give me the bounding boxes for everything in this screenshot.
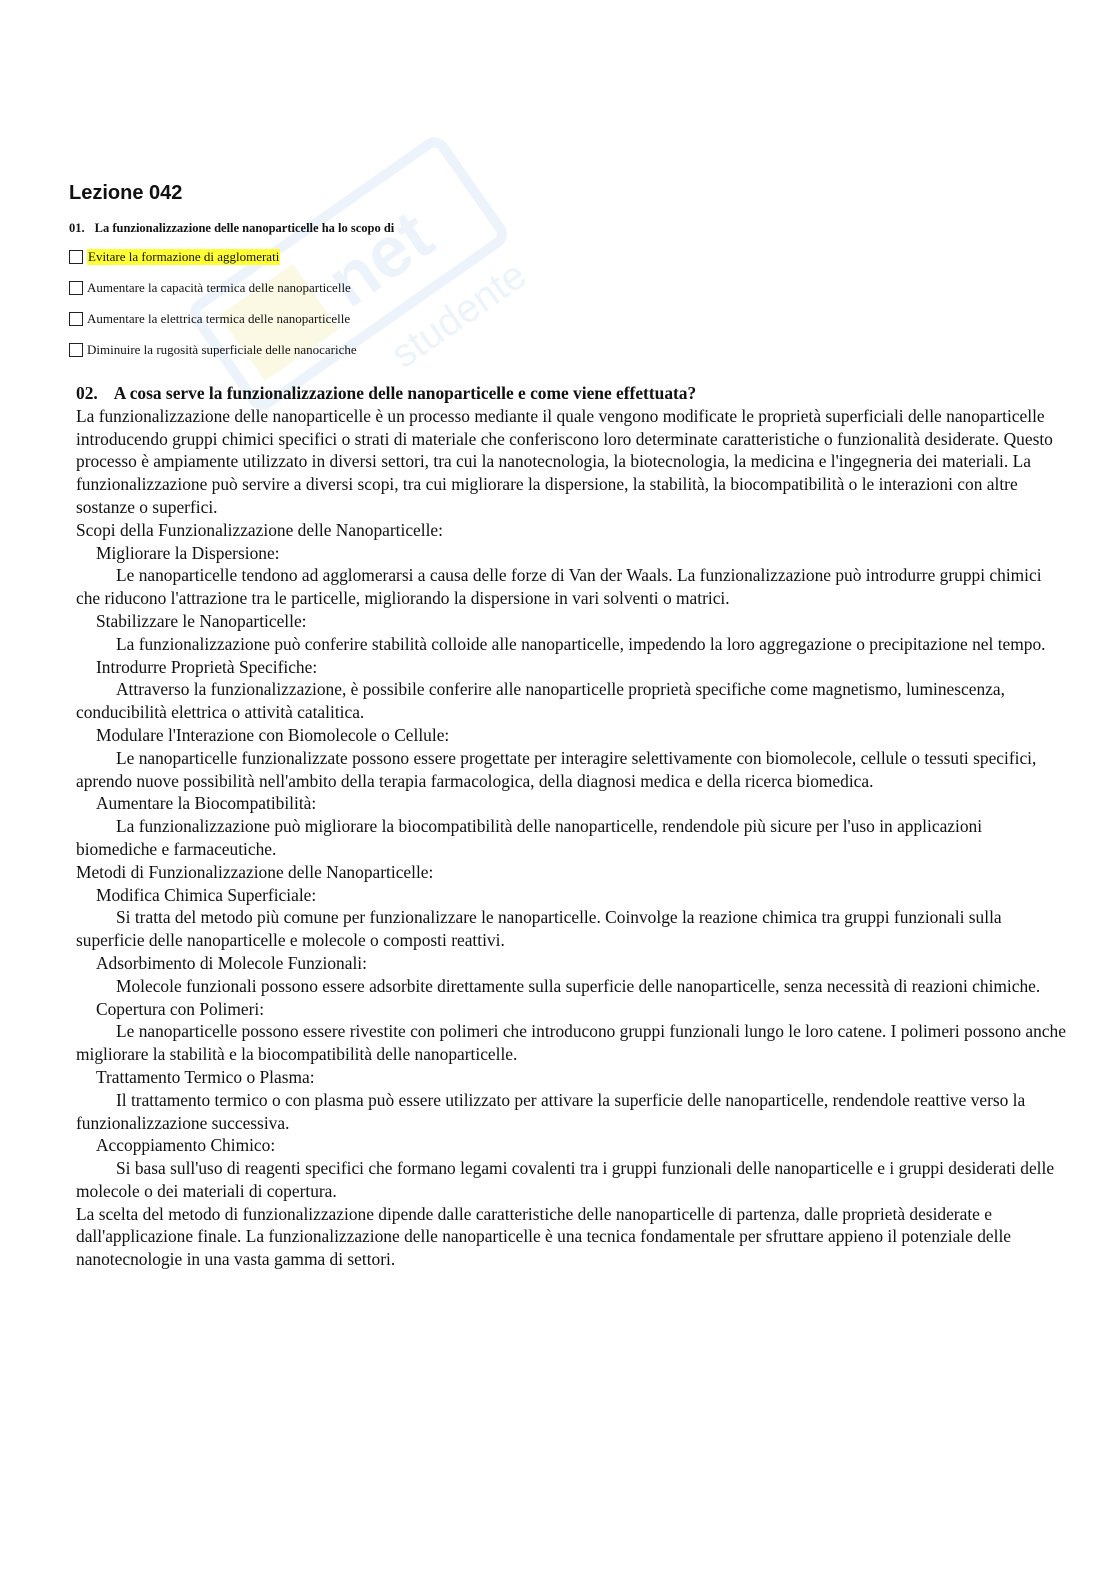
answer-option-label: Diminuire la rugosità superficiale delle nanocariche [87,342,357,357]
purpose-body: La funzionalizzazione può conferire stabilità colloide alle nanoparticelle, impedendo la loro aggregazione o precipitazione nel tempo. [116,633,1046,654]
watermark-text: net [312,195,447,323]
answer-option-4[interactable] [69,341,357,359]
question-1 [69,221,394,236]
method-title: Accoppiamento Chimico: [96,1135,276,1156]
intro-paragraph: La funzionalizzazione delle nanoparticelle è un processo mediante il quale vengono modificate le proprietà superficiali delle nanoparticelle introducendo gruppi chimici specifici o strati di materiale che conferiscono loro determinate caratteristiche o funzionalità desiderate. Questo processo è ampiamente utilizzato in diversi settori, tra cui la nanotecnologia, la biotecnologia, la medicina e l'ingegneria dei materiali. La funzionalizzazione può servire a diversi scopi, tra cui migliorare la dispersione, la stabilità, la biocompatibilità o le interazioni con altre sostanze o superfici. [76,405,1053,517]
answer-option-label: Evitare la formazione di agglomerati [88,249,280,264]
answer-option-label: Aumentare la elettrica termica delle nanoparticelle [87,311,351,326]
purpose-title: Modulare l'Interazione con Biomolecole o Cellule: [96,724,450,745]
method-title: Adsorbimento di Molecole Funzionali: [96,952,367,973]
checkbox[interactable] [69,312,83,326]
conclusion-paragraph: La scelta del metodo di funzionalizzazione dipende dalle caratteristiche delle nanoparticelle di partenza, dalle proprietà desiderate e dall'applicazione finale. La funzionalizzazione delle nanoparticelle è una tecnica fondamentale per sfruttare appieno il potenziale delle nanotecnologie in una vasta gamma di settori. [76,1203,1011,1270]
method-body: Il trattamento termico o con plasma può essere utilizzato per attivare la superficie delle nanoparticelle, rendendole reattive verso la funzionalizzazione successiva. [76,1089,1026,1133]
method-body: Molecole funzionali possono essere adsorbite direttamente sulla superficie delle nanoparticelle, senza necessità di reazioni chimiche. [116,975,1041,996]
answer-option-2[interactable] [69,279,351,297]
answer-option-3[interactable] [69,310,350,328]
lesson-title: Lezione 042 [69,182,183,204]
method-body: Si tratta del metodo più comune per funzionalizzare le nanoparticelle. Coinvolge la reazione chimica tra gruppi funzionali sulla superficie delle nanoparticelle e molecole o composti reattivi. [76,907,1002,951]
checkbox[interactable] [69,343,83,357]
purpose-body: Le nanoparticelle funzionalizzate possono essere progettate per interagire selettivamente con biomolecole, cellule o tessuti specifici, aprendo nuove possibilità nell'ambito della terapia farmacologica, della diagnosi medica e della ricerca biomedica. [76,747,1037,791]
method-title: Trattamento Termico o Plasma: [96,1066,315,1087]
method-body: Le nanoparticelle possono essere rivestite con polimeri che introducono gruppi funzionali lungo le loro catene. I polimeri possono anche migliorare la stabilità e la biocompatibilità delle nanoparticelle. [76,1021,1066,1065]
answer-option-label: Aumentare la capacità termica delle nanoparticelle [87,280,351,295]
purpose-title: Stabilizzare le Nanoparticelle: [96,610,307,631]
purpose-title: Migliorare la Dispersione: [96,542,280,563]
question-1-number: 01. [69,221,85,235]
methods-heading: Metodi di Funzionalizzazione delle Nanoparticelle: [76,861,434,882]
answer-option-1[interactable] [69,248,280,266]
watermark-subtext: studente [383,252,535,377]
purpose-body: Le nanoparticelle tendono ad agglomerarsi a causa delle forze di Van der Waals. La funzionalizzazione può introdurre gruppi chimici che riducono l'attrazione tra le particelle, migliorando la dispersione in vari solventi o matrici. [76,565,1042,609]
checkbox[interactable] [69,250,83,264]
question-2 [76,382,1066,1271]
question-2-title [76,382,1066,405]
purpose-title: Aumentare la Biocompatibilità: [96,793,317,814]
purpose-title: Introdurre Proprietà Specifiche: [96,656,318,677]
method-title: Modifica Chimica Superficiale: [96,884,317,905]
checkbox[interactable] [69,281,83,295]
purpose-body: La funzionalizzazione può migliorare la biocompatibilità delle nanoparticelle, rendendole più sicure per l'uso in applicazioni biomediche e farmaceutiche. [76,816,983,859]
method-title: Copertura con Polimeri: [96,998,265,1019]
purposes-heading: Scopi della Funzionalizzazione delle Nanoparticelle: [76,519,443,540]
question-1-text: La funzionalizzazione delle nanoparticelle ha lo scopo di [94,221,395,235]
question-2-title-text: A cosa serve la funzionalizzazione delle nanoparticelle e come viene effettuata? [113,383,697,403]
question-2-number: 02. [76,383,98,403]
method-body: Si basa sull'uso di reagenti specifici che formano legami covalenti tra i gruppi funzionali delle nanoparticelle e i gruppi desiderati delle molecole o dei materiali di copertura. [76,1158,1055,1201]
purpose-body: Attraverso la funzionalizzazione, è possibile conferire alle nanoparticelle proprietà specifiche come magnetismo, luminescenza, conducibilità elettrica o attività catalitica. [76,679,1005,723]
